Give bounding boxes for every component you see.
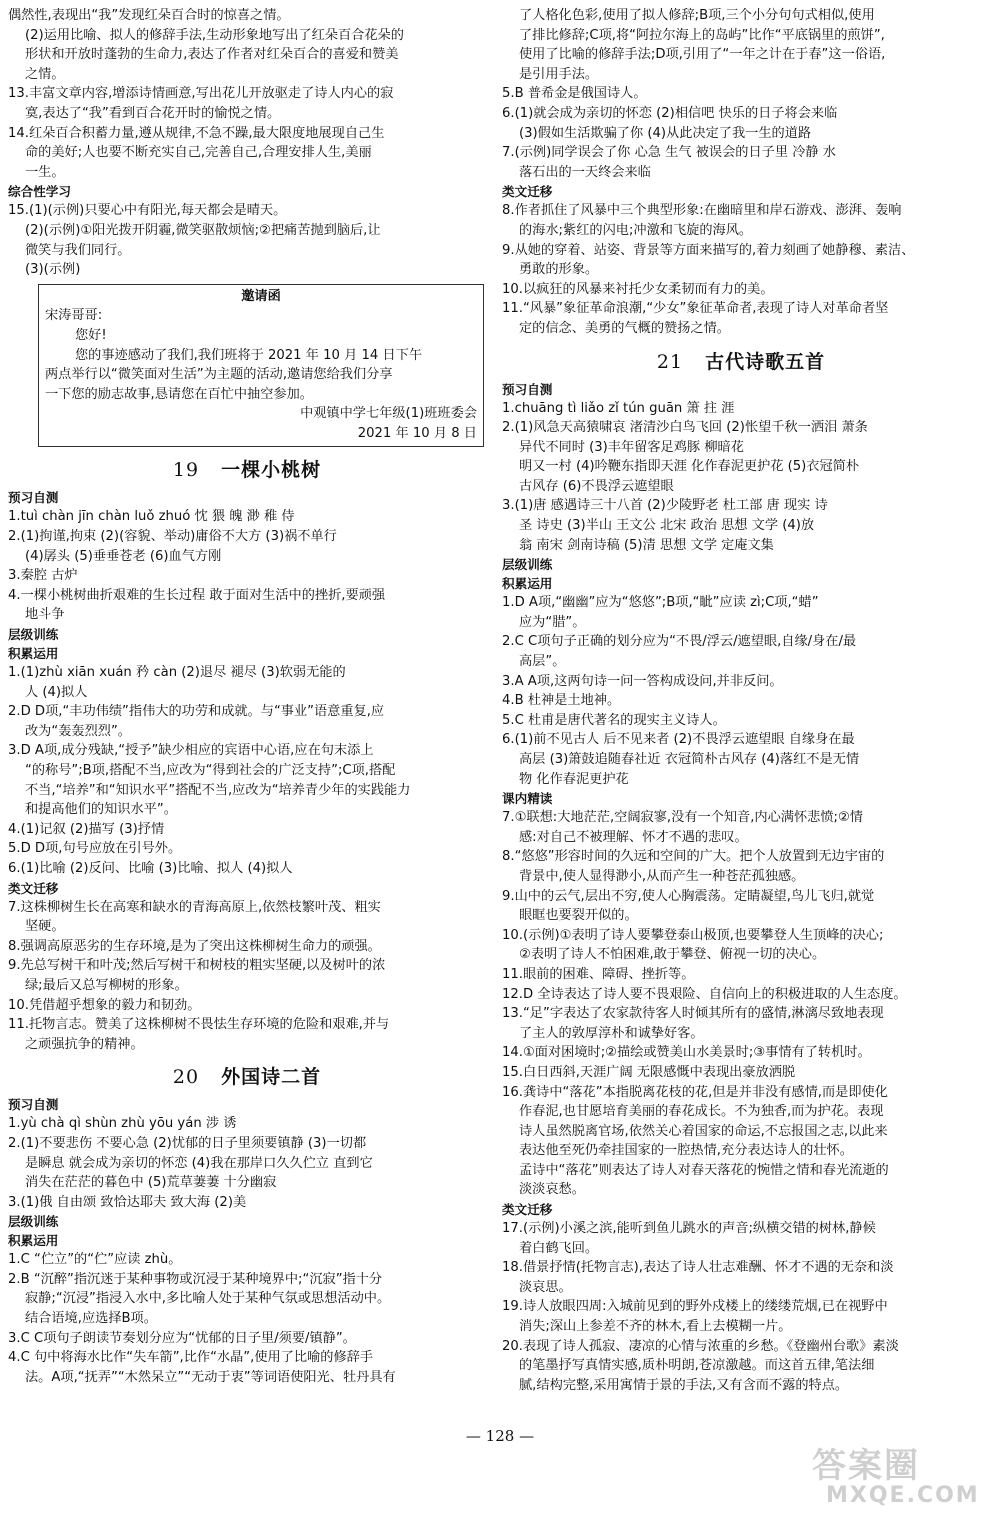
section-label: 积累运用 (502, 576, 553, 592)
text-line: 8.“悠悠”形容时间的久远和空间的广大。把个人放置到无边宇宙的 (502, 849, 885, 865)
text-line: 结合语境,应选择B项。 (25, 1311, 157, 1327)
text-line: 明又一村 (4)吟鞭东指即天涯 化作春泥更护花 (5)衣冠简朴 (519, 459, 860, 475)
invitation-signature: 中观镇中学七年级(1)班班委会 (300, 406, 477, 422)
text-line: 1.tuì chàn jīn chàn luǒ zhuó 忱 猥 魄 渺 稚 侍 (8, 509, 295, 525)
text-line: 了人格化色彩,使用了拟人修辞;B项,三个小分句句式相似,使用 (519, 8, 875, 23)
invitation-hello: 您好! (75, 327, 107, 343)
text-line: (2)(示例)①阳光拨开阴霾,微笑驱散烦恼;②把痛苦抛到脑后,让 (25, 222, 381, 238)
invitation-date: 2021 年 10 月 8 日 (357, 425, 477, 441)
chapter-number: 21 (656, 350, 684, 373)
right-column (502, 6, 980, 1395)
text-line: 5.C 杜甫是唐代著名的现实主义诗人。 (502, 712, 726, 728)
text-line: 2.D D项,“丰功伟绩”指伟大的功劳和成就。与“事业”语意重复,应 (8, 704, 385, 720)
text-line: 作春泥,也甘愿培育美丽的春花成长。不为独香,而为护花。表现 (519, 1104, 884, 1120)
text-line: 1.(1)zhù xiān xuán 矜 càn (2)退尽 褪尽 (3)软弱无能的 (8, 665, 346, 681)
text-line: 7.①联想:大地茫茫,空阔寂寥,没有一个知音,内心满怀悲愤;②情 (502, 810, 863, 826)
text-line: 高层”。 (519, 654, 566, 670)
text-line: 14.①面对困境时;②描绘或赞美山水美景时;③事情有了转机时。 (502, 1045, 871, 1061)
section-label: 课内精读 (502, 791, 553, 807)
text-line: 3.C C项句子朗读节奏划分应为“忧郁的日子里/须要/镇静”。 (8, 1330, 356, 1346)
text-line: 勇敢的形象。 (519, 262, 599, 278)
section-label: 预习自测 (8, 1097, 59, 1113)
section-label: 类文迁移 (502, 184, 553, 200)
watermark-text: 答案圈 (812, 1446, 920, 1486)
text-line: 感:对自己不被理解、怀才不遇的悲叹。 (519, 829, 748, 845)
text-line: 13.丰富文章内容,增添诗情画意,写出花儿开放驱走了诗人内心的寂 (8, 86, 394, 102)
text-line: 1.C “伫立”的“伫”应读 zhù。 (8, 1252, 182, 1268)
text-line: 10.凭借超乎想象的毅力和韧劲。 (8, 997, 201, 1013)
chapter-heading (8, 1064, 486, 1090)
text-line: 是瞬息 就会成为亲切的怀恋 (4)我在那岸口久久伫立 直到它 (25, 1155, 373, 1171)
text-line: 2.(1)风急天高猿啸哀 渚清沙白鸟飞回 (2)怅望千秋一洒泪 萧条 (502, 420, 868, 436)
text-line: (2)运用比喻、拟人的修辞手法,生动形象地写出了红朵百合花朵的 (25, 27, 404, 43)
text-line: 16.龚诗中“落花”本指脱离花枝的花,但是并非没有感情,而是即使化 (502, 1084, 888, 1100)
page-number: — 128 — (465, 1427, 535, 1445)
text-line: 4.C 句中将海水比作“失车箭”,比作“水晶”,使用了比喻的修辞手 (8, 1350, 374, 1366)
invitation-title: 邀请函 (241, 288, 281, 304)
text-line: 高层 (3)箫鼓追随春社近 衣冠简朴古风存 (4)落红不是无情 (519, 752, 860, 767)
text-line: 之情。 (25, 66, 65, 82)
text-line: 11.托物言志。赞美了这株柳树不畏怯生存环境的危险和艰难,并与 (8, 1017, 390, 1033)
section-label: 综合性学习 (8, 184, 71, 200)
text-line: 20.表现了诗人孤寂、凄凉的心情与浓重的乡愁。《登幽州台歌》素淡 (502, 1338, 899, 1354)
text-line: 物 化作春泥更护花 (519, 771, 629, 787)
text-line: 2.C C项句子正确的划分应为“不畏/浮云/遮望眼,自缘/身在/最 (502, 634, 857, 650)
text-line: 偶然性,表现出“我”发现红朵百合时的惊喜之情。 (8, 8, 290, 23)
text-line: 6.(1)前不见古人 后不见来者 (2)不畏浮云遮望眼 自缘身在最 (502, 732, 855, 748)
text-line: 11.“风暴”象征革命浪潮,“少女”象征革命者,表现了诗人对革命者坚 (502, 301, 889, 317)
section-label: 预习自测 (502, 381, 553, 397)
text-line: (4)孱头 (5)垂垂苍老 (6)血气方刚 (25, 548, 222, 564)
text-line: 10.以疯狂的风暴来衬托少女柔韧而有力的美。 (502, 281, 774, 297)
left-column (8, 6, 486, 1387)
chapter-number: 20 (172, 1066, 200, 1089)
text-line: 8.强调高原恶劣的生存环境,是为了突出这株柳树生命力的顽强。 (8, 938, 381, 954)
chapter-heading (8, 457, 486, 483)
text-line: 了主人的敦厚淳朴和诚挚好客。 (519, 1025, 704, 1041)
text-line: 坚硬。 (25, 919, 65, 935)
invitation-box (38, 284, 484, 448)
text-line: 7.这株柳树生长在高寒和缺水的青海高原上,依然枝繁叶茂、粗实 (8, 899, 381, 915)
section-label: 层级训练 (502, 557, 553, 573)
text-line: 消失在茫茫的暮色中 (5)荒草萋萋 十分幽寂 (25, 1175, 277, 1191)
section-label: 层级训练 (8, 1214, 59, 1230)
chapter-title: 古代诗歌五首 (705, 350, 826, 373)
text-line: “的称号”;B项,搭配不当,应改为“得到社会的广泛支持”;C项,搭配 (25, 763, 396, 778)
text-line: 的海水;紫红的闪电;冲激和飞旋的海风。 (519, 222, 753, 238)
chapter-number: 19 (172, 459, 200, 482)
text-line: 10.(示例)①表明了诗人要攀登泰山极顶,也要攀登人生顶峰的决心; (502, 927, 884, 943)
text-line: (3)(示例) (25, 262, 81, 278)
text-line: 孟诗中“落花”则表达了诗人对春天落花的惋惜之情和春光流逝的 (519, 1162, 889, 1178)
text-line: 微笑与我们同行。 (25, 242, 131, 258)
text-line: 9.先总写树干和叶茂;然后写树干和树枝的粗实坚硬,以及树叶的浓 (8, 958, 386, 974)
text-line: 异代不同时 (3)丰年留客足鸡豚 柳暗花 (519, 439, 744, 455)
section-label: 类文迁移 (502, 1202, 553, 1218)
text-line: 一生。 (25, 164, 65, 180)
section-label: 层级训练 (8, 627, 59, 643)
text-line: 4.一棵小桃树曲折艰难的生长过程 敢于面对生活中的挫折,要顽强 (8, 587, 386, 603)
text-line: 使用了比喻的修辞手法;D项,引用了“一年之计在于春”这一俗语, (519, 47, 886, 63)
text-line: 6.(1)比喻 (2)反问、比喻 (3)比喻、拟人 (4)拟人 (8, 860, 293, 876)
text-line: 14.红朵百合积蓄力量,遵从规律,不急不躁,最大限度地展现自己生 (8, 125, 385, 141)
text-line: 2.(1)不要悲伤 不要心急 (2)忧郁的日子里须要镇静 (3)一切都 (8, 1135, 367, 1151)
text-line: 寞,表达了“我”看到百合花开时的愉悦之情。 (25, 105, 281, 121)
section-label: 预习自测 (8, 490, 59, 506)
text-line: 的笔墨抒写真情实感,质朴明朗,苍凉激越。而这首五律,笔法细 (519, 1358, 875, 1374)
text-line: 1.D A项,“幽幽”应为“悠悠”;B项,“眦”应读 zì;C项,“蜡” (502, 595, 819, 611)
section-label: 类文迁移 (8, 880, 59, 896)
text-line: 不当,“培养”和“知识水平”搭配不当,应改为“培养青少年的实践能力 (25, 782, 411, 798)
text-line: 是引用手法。 (519, 66, 599, 82)
text-line: 和提高他们的知识水平”。 (25, 802, 177, 818)
chapter-title: 一棵小桃树 (221, 459, 322, 482)
text-line: 3.(1)唐 感遇诗三十八首 (2)少陵野老 杜工部 唐 现实 诗 (502, 498, 828, 514)
text-line: 8.作者抓住了风暴中三个典型形象:在幽暗里和岸石游戏、澎湃、轰响 (502, 203, 902, 219)
text-line: 13.“足”字表达了农家款待客人时倾其所有的盛情,淋漓尽致地表现 (502, 1006, 884, 1022)
text-line: 2.B “沉醉”指沉迷于某种事物或沉浸于某种境界中;“沉寂”指十分 (8, 1271, 383, 1287)
text-line: 法。A项,“抚弄”“木然呆立”“无动于衷”等词语使阳光、牡丹具有 (25, 1369, 396, 1385)
text-line: 3.(1)俄 自由颂 致恰达耶夫 致大海 (2)美 (8, 1194, 247, 1210)
watermark-logo (812, 1448, 992, 1510)
text-line: ②表明了诗人不怕困难,敢于攀登、俯视一切的决心。 (519, 947, 826, 963)
text-line: 定的信念、美勇的气概的赞扬之情。 (519, 320, 730, 336)
text-line: 诗人虽然脱离官场,依然关心着国家的命运,不忘报国之志,以此来 (519, 1123, 888, 1139)
invitation-body-3: 一下您的励志故事,恳请您在百忙中抽空参加。 (45, 386, 313, 402)
text-line: 表达他至死仍牵挂国家的一腔热情,充分表达诗人的壮怀。 (519, 1143, 853, 1159)
text-line: 5.D D项,句号应放在引号外。 (8, 841, 182, 857)
text-line: 了排比修辞;C项,将“阿拉尔海上的岛屿”比作“平底锅里的煎饼”, (519, 27, 885, 43)
chapter-heading (502, 349, 980, 375)
text-line: 18.借景抒情(托物言志),表达了诗人壮志难酬、怀才不遇的无奈和淡 (502, 1260, 894, 1276)
text-line: 落石出的一天终会来临 (519, 164, 651, 180)
text-line: 眼眶也要裂开似的。 (519, 908, 638, 924)
watermark-url: MXQE.COM (826, 1483, 980, 1508)
text-line: 地斗争 (25, 607, 65, 623)
text-line: 7.(示例)同学误会了你 心急 生气 被误会的日子里 冷静 水 (502, 145, 836, 161)
text-line: 11.眼前的困难、障碍、挫折等。 (502, 966, 695, 982)
text-line: 3.D A项,成分残缺,“授予”缺少相应的宾语中心语,应在句末添上 (8, 743, 374, 759)
invitation-body-2: 两点举行以“微笑面对生活”为主题的活动,邀请您给我们分享 (45, 367, 393, 383)
text-line: 12.D 全诗表达了诗人要不畏艰险、自信向上的积极进取的人生态度。 (502, 986, 907, 1002)
text-line: 5.B 普希金是俄国诗人。 (502, 86, 647, 102)
text-line: 17.(示例)小溪之滨,能听到鱼儿跳水的声音;纵横交错的树林,静候 (502, 1221, 876, 1237)
text-line: 9.从她的穿着、站姿、背景等方面来描写的,着力刻画了她静穆、素洁、 (502, 242, 915, 258)
text-line: 15.白日西斜,天涯广阔 无限感慨中表现出豪放洒脱 (502, 1064, 796, 1080)
invitation-greeting: 宋涛哥哥: (45, 308, 103, 324)
text-line: 人 (4)拟人 (25, 684, 88, 700)
text-line: 命的美好;人也要不断充实自己,完善自己,合理安排人生,美丽 (25, 145, 372, 161)
text-line: 古风存 (6)不畏浮云遮望眼 (519, 478, 674, 494)
invitation-body-1: 您的事迹感动了我们,我们班将于 2021 年 10 月 14 日下午 (75, 347, 423, 363)
text-line: 4.B 杜神是土地神。 (502, 693, 621, 709)
text-line: 6.(1)就会成为亲切的怀恋 (2)相信吧 快乐的日子将会来临 (502, 105, 838, 121)
text-line: 寂静;“沉浸”指浸入水中,多比喻人处于某种气氛或思想活动中。 (25, 1291, 391, 1307)
text-line: (3)假如生活欺骗了你 (4)从此决定了我一生的道路 (519, 125, 812, 141)
text-line: 2.(1)拘谨,拘束 (2)(容貌、举动)庸俗不大方 (3)祸不单行 (8, 529, 337, 545)
text-line: 淡哀思。 (519, 1279, 572, 1295)
text-line: 改为“轰轰烈烈”。 (25, 723, 131, 739)
text-line: 3.秦腔 古炉 (8, 568, 78, 584)
text-line: 绿;最后又总写柳树的形象。 (25, 977, 188, 993)
text-line: 3.A A项,这两句诗一问一答构成设问,并非反问。 (502, 673, 783, 689)
text-line: 形状和开放时蓬勃的生命力,表达了作者对红朵百合的喜爱和赞美 (25, 47, 399, 63)
text-line: 着白鹤飞回。 (519, 1240, 599, 1256)
text-line: 之顽强抗争的精神。 (25, 1036, 144, 1052)
text-line: 翁 南宋 剑南诗稿 (5)清 思想 文学 定庵文集 (519, 537, 774, 553)
text-line: 消失;深山上参差不齐的林木,看上去模糊一片。 (519, 1319, 792, 1335)
text-line: 背景中,使人显得渺小,从而产生一种苍茫孤独感。 (519, 868, 805, 884)
text-line: 1.chuāng tì liǎo zǐ tún guān 箫 拄 涯 (502, 400, 735, 416)
section-label: 积累运用 (8, 1233, 59, 1249)
text-line: 淡淡哀愁。 (519, 1182, 585, 1198)
text-line: 圣 诗史 (3)半山 王文公 北宋 政治 思想 文学 (4)放 (519, 518, 815, 534)
text-line: 应为“腊”。 (519, 614, 586, 630)
chapter-title: 外国诗二首 (221, 1066, 322, 1089)
text-line: 4.(1)记叙 (2)描写 (3)抒情 (8, 821, 165, 837)
text-line: 腻,结构完整,采用寓情于景的手法,又有含而不露的特点。 (519, 1377, 849, 1393)
section-label: 积累运用 (8, 646, 59, 662)
text-line: 1.yù chà qì shùn zhù yōu yán 涉 诱 (8, 1116, 237, 1132)
text-line: 19.诗人放眼四周:入城前见到的野外戍楼上的缕缕荒烟,已在视野中 (502, 1299, 888, 1315)
text-line: 15.(1)(示例)只要心中有阳光,每天都会是晴天。 (8, 203, 287, 219)
text-line: 9.山中的云气,层出不穷,使人心胸震荡。定睛凝望,鸟儿飞归,就觉 (502, 888, 875, 904)
